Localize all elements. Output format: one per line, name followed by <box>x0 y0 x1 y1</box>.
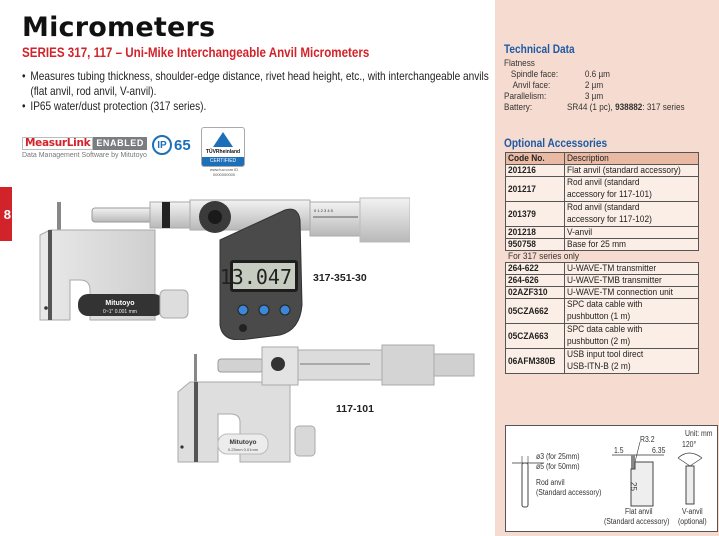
digital-display-value: 13.047 <box>219 265 292 289</box>
table-row: 201379 Rod anvil (standard accessory for 117-102) <box>506 202 699 227</box>
table-row: 05CZA663 SPC data cable with pushbutton (2 m) <box>506 324 699 349</box>
anvil-dimension-diagram: Unit: mm ø3 (for 25mm) ø5 (for 50mm) Rod anvil (Standard accessory) R3.2 1.5 6.35 25 Flat anvil (Standard accessory) 120° V-anvil (optional) <box>505 425 718 532</box>
analog-micrometer-image <box>160 342 490 472</box>
tech-row-spindle-face: Spindle face: 0.6 µm <box>510 69 610 80</box>
table-row: 201216 Flat anvil (standard accessory) <box>506 165 699 177</box>
table-row: 264-626 U-WAVE-TMB transmitter <box>506 275 699 287</box>
unit-label: Unit: mm <box>685 429 713 438</box>
table-row: 264-622 U-WAVE-TM transmitter <box>506 263 699 275</box>
model-label-317-351-30: 317-351-30 <box>313 272 367 284</box>
measurlink-name: MeasurLink <box>22 137 93 150</box>
page-title: Micrometers <box>22 12 216 43</box>
table-row: 05CZA662 SPC data cable with pushbutton (1 m) <box>506 299 699 324</box>
tuv-certified-band: CERTIFIED <box>202 157 244 166</box>
page-section-tab: 8 <box>0 187 12 241</box>
table-row: 950758 Base for 25 mm <box>506 239 699 251</box>
ip-icon: IP <box>152 135 172 155</box>
series-subtitle: SERIES 317, 117 – Uni-Mike Interchangeable Anvil Micrometers <box>22 45 370 60</box>
svg-text:Mitutoyo: Mitutoyo <box>105 300 135 307</box>
feature-item: • IP65 water/dust protection (317 series). <box>22 99 492 114</box>
tech-row-battery: Battery: SR44 (1 pc), 938882: 317 series <box>504 102 685 113</box>
tech-row-parallelism: Parallelism: 3 µm <box>504 91 604 102</box>
technical-data-title: Technical Data <box>504 44 575 56</box>
ip65-logo <box>152 135 191 155</box>
svg-text:0-25mm 0.01mm: 0-25mm 0.01mm <box>227 447 259 452</box>
tuv-certified-logo <box>201 127 245 167</box>
table-row: 06AFM380B USB input tool direct USB-ITN-B (2 m) <box>506 349 699 374</box>
tech-row-flatness: Flatness <box>504 58 535 69</box>
measurlink-logo <box>22 137 147 159</box>
technical-data-section <box>504 44 714 113</box>
measurlink-tagline: Data Management Software by Mitutoyo <box>22 152 147 159</box>
svg-text:Mitutoyo: Mitutoyo <box>229 439 257 446</box>
header-code: Code No. <box>506 153 565 165</box>
model-label-117-101: 117-101 <box>336 403 374 415</box>
table-section-note: For 317 series only <box>507 251 579 262</box>
table-row: 201217 Rod anvil (standard accessory for 117-101) <box>506 177 699 202</box>
table-row: 02AZF310 U-WAVE-TM connection unit <box>506 287 699 299</box>
tuv-name: TÜVRheinland <box>205 149 241 155</box>
digital-micrometer-image <box>30 190 410 340</box>
svg-text:0~1" 0.001 mm: 0~1" 0.001 mm <box>103 309 137 315</box>
tuv-triangle-icon <box>213 132 233 147</box>
feature-item: • Measures tubing thickness, shoulder-edge distance, rivet head height, etc., with interchangeable anvils (flat anvil, rod anvil, V-anvil). <box>22 69 492 99</box>
tech-row-anvil-face: Anvil face: 2 µm <box>512 80 604 91</box>
svg-text:0 1 2 3 4 5: 0 1 2 3 4 5 <box>314 208 333 213</box>
tuv-id-text: www.tuv.com ID 0000000000 <box>209 167 239 177</box>
table-header-row <box>506 153 699 165</box>
ip-rating: 65 <box>174 136 191 154</box>
accessories-table <box>505 152 699 374</box>
table-row: 201218 V-anvil <box>506 227 699 239</box>
measurlink-enabled-badge: ENABLED <box>93 137 147 150</box>
feature-list <box>22 69 492 114</box>
optional-accessories-title: Optional Accessories <box>504 138 608 150</box>
header-description: Description <box>564 153 698 165</box>
